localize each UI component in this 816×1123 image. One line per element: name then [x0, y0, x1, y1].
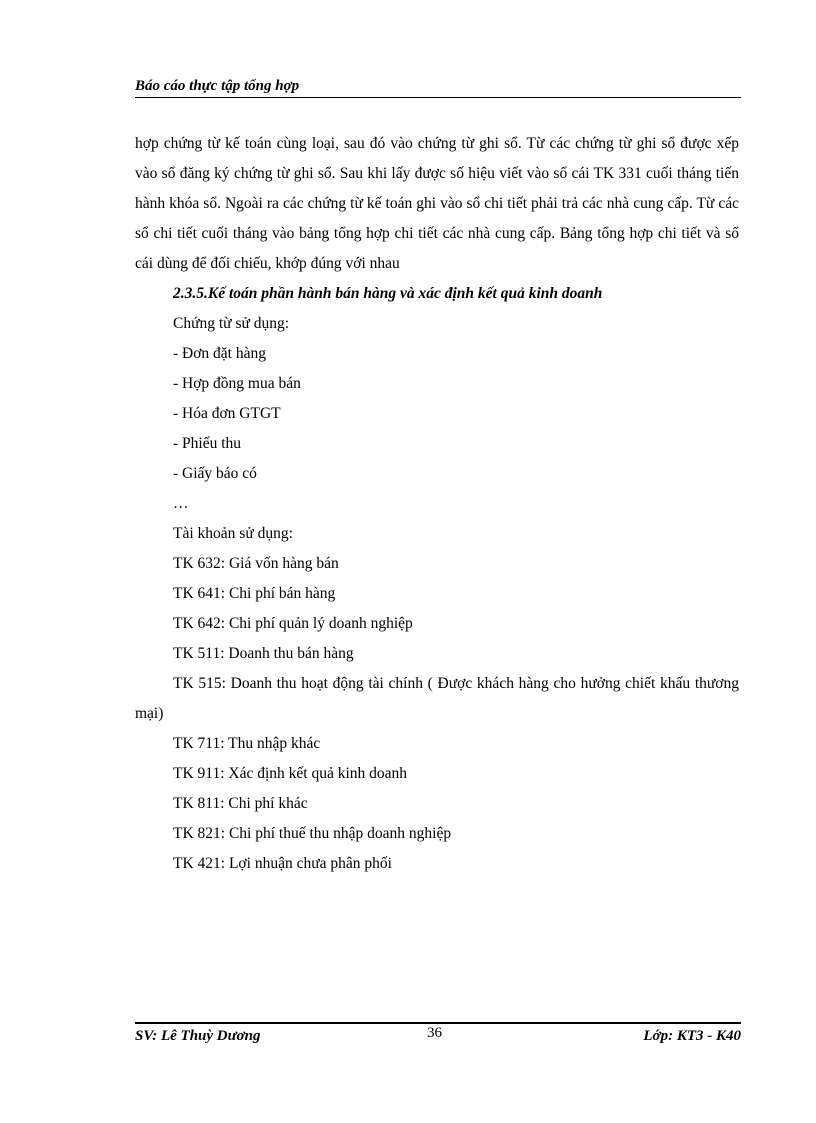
- document-item: - Giấy báo có: [173, 465, 257, 482]
- document-item-ellipsis: …: [173, 495, 189, 512]
- document-item: - Hóa đơn GTGT: [173, 405, 281, 422]
- account-item: TK 641: Chi phí bán hàng: [173, 585, 336, 602]
- account-item: TK 821: Chi phí thuế thu nhập doanh nghiệp: [173, 825, 452, 842]
- account-item: TK 421: Lợi nhuận chưa phân phối: [173, 855, 392, 872]
- header-rule: [135, 97, 741, 98]
- footer-page-number: 36: [427, 1025, 442, 1041]
- body-paragraph: hợp chứng từ kế toán cùng loại, sau đó vào chứng từ ghi sổ. Từ các chứng từ ghi sổ được xếp vào sổ đăng ký chứng từ ghi sổ. Sau khi lấy được số hiệu viết vào sổ cái TK 331 cuối tháng tiến hành khóa sổ. Ngoài ra các chứng từ kế toán ghi vào sổ chi tiết phải trả các nhà cung cấp. Từ các sổ chi tiết cuối tháng vào bảng tổng hợp chi tiết các nhà cung cấp. Bảng tổng hợp chi tiết và sổ cái dùng để đối chiếu, khớp đúng với nhau: [135, 135, 739, 272]
- footer-student: SV: Lê Thuỳ Dương: [135, 1028, 261, 1044]
- account-item: TK 511: Doanh thu bán hàng: [173, 645, 354, 662]
- document-item: - Đơn đặt hàng: [173, 345, 266, 362]
- documents-label: Chứng từ sử dụng:: [173, 315, 290, 332]
- page-header: [135, 76, 741, 96]
- account-item: TK 515: Doanh thu hoạt động tài chính ( Được khách hàng cho hưởng chiết khấu thương mại): [135, 675, 739, 722]
- page-footer: [135, 1022, 741, 1052]
- account-item: TK 911: Xác định kết quả kinh doanh: [173, 765, 408, 782]
- document-body: [135, 129, 739, 879]
- account-item: TK 632: Giá vốn hàng bán: [173, 555, 339, 572]
- account-item: TK 811: Chi phí khác: [173, 795, 308, 812]
- document-item: - Hợp đồng mua bán: [173, 375, 301, 392]
- account-item: TK 711: Thu nhập khác: [173, 735, 321, 752]
- section-heading: 2.3.5.Kế toán phần hành bán hàng và xác định kết quả kinh doanh: [173, 285, 603, 302]
- footer-class: Lớp: KT3 - K40: [643, 1028, 741, 1044]
- document-item: - Phiếu thu: [173, 435, 242, 452]
- footer-rule: [135, 1022, 741, 1024]
- accounts-label: Tài khoản sử dụng:: [173, 525, 293, 542]
- header-title: Báo cáo thực tập tổng hợp: [135, 78, 300, 94]
- account-item: TK 642: Chi phí quản lý doanh nghiệp: [173, 615, 413, 632]
